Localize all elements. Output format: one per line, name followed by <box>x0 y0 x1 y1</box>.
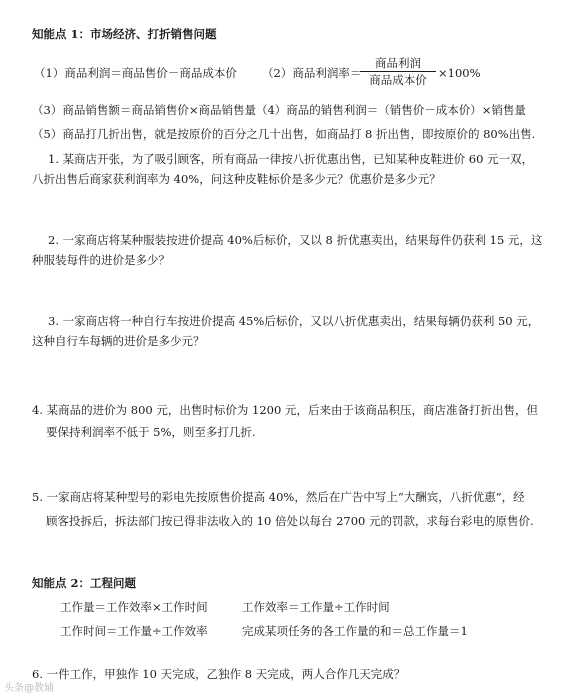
problem-5-line2: 顾客投拆后，拆法部门按已得非法收入的 10 倍处以每台 2700 元的罚款，求每台彩电的原售价. <box>46 514 534 528</box>
problem-3-line2: 这种自行车每辆的进价是多少元？ <box>32 334 205 348</box>
problem-4-line1: 4. 某商品的进价为 800 元，出售时标价为 1200 元，后来由于该商品积压，商店准备打折出售，但 <box>32 403 538 417</box>
problem-2-line2: 种服装每件的进价是多少？ <box>32 253 170 267</box>
formula-profit: （1）商品利润＝商品售价－商品成本价 <box>34 66 237 80</box>
problem-6: 6. 一件工作，甲独作 10 天完成，乙独作 8 天完成，两人合作几天完成？ <box>32 667 406 681</box>
work-formula-4: 完成某项任务的各工作量的和＝总工作量＝1 <box>242 624 468 638</box>
section1-heading: 知能点 1：市场经济、打折销售问题 <box>32 27 217 41</box>
formula-profit-rate-suffix: ×100% <box>438 66 481 80</box>
problem-1-line2: 八折出售后商家获利润率为 40%，问这种皮鞋标价是多少元？优惠价是多少元？ <box>32 172 441 186</box>
formula-sales: （3）商品销售额＝商品销售价×商品销售量（4）商品的销售利润＝（销售价－成本价）×销售量 <box>32 103 526 117</box>
problem-5-line1: 5. 一家商店将某种型号的彩电先按原售价提高 40%，然后在广告中写上“大酬宾，八折优惠”，经 <box>32 490 525 504</box>
fraction-bar <box>360 71 436 72</box>
watermark: 头条@教辅 <box>4 683 54 694</box>
problem-2-line1: 2. 一家商店将某种服装按进价提高 40%后标价，又以 8 折优惠卖出，结果每件仍获利 15 元，这 <box>48 233 543 247</box>
profit-rate-fraction <box>360 56 436 87</box>
work-formula-2: 工作效率＝工作量÷工作时间 <box>242 600 390 614</box>
problem-1-line1: 1. 某商店开张，为了吸引顾客，所有商品一律按八折优惠出售，已知某种皮鞋进价 60 元一双， <box>48 152 534 166</box>
problem-3-line1: 3. 一家商店将一种自行车按进价提高 45%后标价，又以八折优惠卖出，结果每辆仍获利 50 元， <box>48 314 540 328</box>
fraction-numerator: 商品利润 <box>375 56 421 70</box>
work-formula-3: 工作时间＝工作量÷工作效率 <box>60 624 208 638</box>
problem-4-line2: 要保持利润率不低于 5%，则至多打几折. <box>46 425 256 439</box>
section2-heading: 知能点 2：工程问题 <box>32 576 137 590</box>
formula-discount: （5）商品打几折出售，就是按原价的百分之几十出售，如商品打 8 折出售，即按原价的 80%出售. <box>32 127 536 141</box>
fraction-denominator: 商品成本价 <box>369 73 427 87</box>
work-formula-1: 工作量＝工作效率×工作时间 <box>60 600 208 614</box>
formula-profit-rate-prefix: （2）商品利润率＝ <box>262 66 362 80</box>
